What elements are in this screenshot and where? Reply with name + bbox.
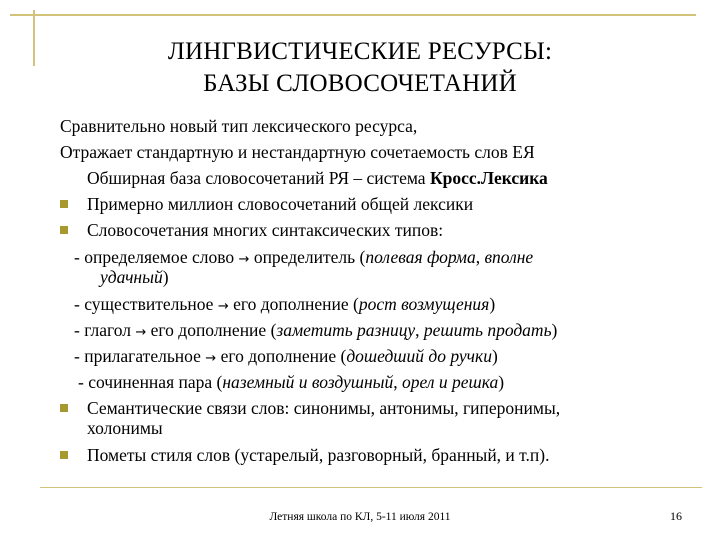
decorative-horizontal-line xyxy=(10,14,696,16)
bullet-marker xyxy=(60,451,68,459)
sub-item-3: - глагол → его дополнение (заметить разницу, решить продать) xyxy=(74,320,558,340)
sub-item-1-continuation: удачный) xyxy=(100,267,169,287)
bullet-marker xyxy=(60,226,68,234)
sub-item-4: - прилагательное → его дополнение (дошедший до ручки) xyxy=(74,346,498,366)
text-line-3 xyxy=(87,167,548,189)
bullet-item-1: Примерно миллион словосочетаний общей лексики xyxy=(87,194,474,214)
sub-item-5: - сочиненная пара (наземный и воздушный, орел и решка) xyxy=(78,372,505,392)
crosslexica-name: Кросс.Лексика xyxy=(429,168,548,188)
sub-item-1: - определяемое слово → определитель (полевая форма, вполне xyxy=(74,247,534,267)
slide-title xyxy=(60,36,660,100)
bullet-item-4: Пометы стиля слов (устарелый, разговорный, бранный, и т.п). xyxy=(87,445,550,465)
text-line-2: Отражает стандартную и нестандартную сочетаемость слов ЕЯ xyxy=(60,142,535,162)
page-number: 16 xyxy=(670,509,682,523)
bullet-item-3: Семантические связи слов: синонимы, антонимы, гиперонимы, xyxy=(87,398,561,418)
arrow-icon: → xyxy=(135,325,147,340)
title-line-2: БАЗЫ СЛОВОСОЧЕТАНИЙ xyxy=(203,70,517,97)
bullet-marker xyxy=(60,404,68,412)
bullet-item-3-continuation: холонимы xyxy=(87,418,163,438)
footer-divider xyxy=(40,487,702,488)
bullet-item-2: Словосочетания многих синтаксических типов: xyxy=(87,220,444,240)
arrow-icon: → xyxy=(238,252,250,267)
text-line-1: Сравнительно новый тип лексического ресурса, xyxy=(60,116,418,136)
footer-text: Летняя школа по КЛ, 5-11 июля 2011 xyxy=(269,511,451,523)
title-line-1: ЛИНГВИСТИЧЕСКИЕ РЕСУРСЫ: xyxy=(167,38,553,65)
bullet-marker xyxy=(60,200,68,208)
decorative-vertical-line xyxy=(33,10,35,66)
arrow-icon: → xyxy=(217,299,229,314)
line3-text: Обширная база словосочетаний РЯ – система xyxy=(87,168,430,188)
sub-item-2: - существительное → его дополнение (рост возмущения) xyxy=(74,294,496,314)
arrow-icon: → xyxy=(205,351,217,366)
